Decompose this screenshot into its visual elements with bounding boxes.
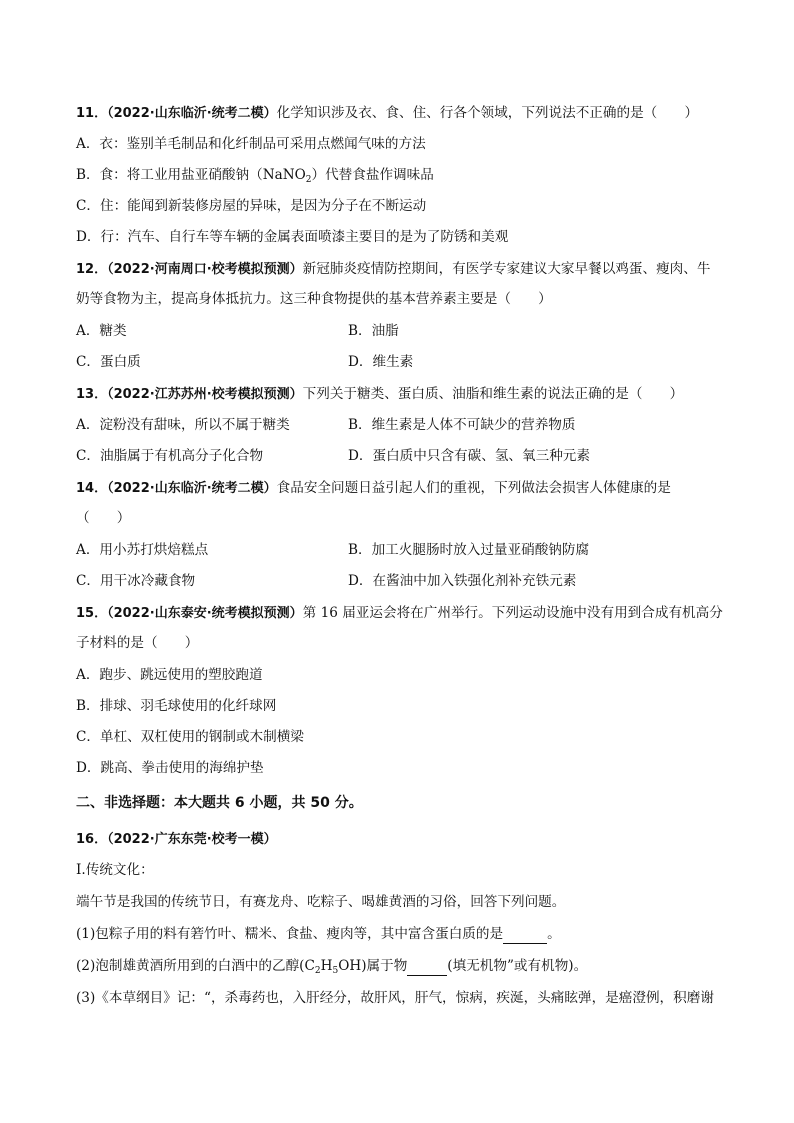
sub-question-text: (2)泡制雄黄酒所用到的白酒中的乙醇(C <box>76 958 315 974</box>
answer-blank[interactable] <box>407 957 447 976</box>
option-c: C．油脂属于有机高分子化合物 <box>76 448 264 464</box>
part-label: I.传统文化： <box>76 862 154 878</box>
option-b: B．排球、羽毛球使用的化纤球网 <box>76 698 277 714</box>
question-number: 12． <box>76 262 108 277</box>
option-a: A．淀粉没有甜味，所以不属于糖类 <box>76 417 290 433</box>
question-source: （2022·广东东莞·校考一模） <box>107 832 277 847</box>
option-row <box>76 541 726 559</box>
option-d: D．跳高、拳击使用的海绵护垫 <box>76 760 264 776</box>
question-16-intro: 端午节是我国的传统节日，有赛龙舟、吃粽子、喝雄黄酒的习俗，回答下列问题。 <box>76 894 566 910</box>
sub-question-1 <box>76 925 726 944</box>
question-source: （2022·江苏苏州·校考模拟预测） <box>107 387 303 402</box>
option-a: A．用小苏打烘焙糕点 <box>76 542 209 558</box>
option-b: B．维生素是人体不可缺少的营养物质 <box>348 417 576 433</box>
question-number: 14． <box>76 481 108 496</box>
option-b: B．加工火腿肠时放入过量亚硝酸钠防腐 <box>348 542 590 558</box>
option-c: C．单杠、双杠使用的钢制或木制横梁 <box>76 729 304 745</box>
question-15-stem <box>76 604 726 623</box>
question-text: 下列关于糖类、蛋白质、油脂和维生素的说法正确的是（ ） <box>302 386 684 402</box>
question-12-stem-cont: 奶等食物为主，提高身体抵抗力。这三种食物提供的基本营养素主要是（ ） <box>76 291 552 307</box>
option-a: A．跑步、跳远使用的塑胶跑道 <box>76 667 263 683</box>
question-13-stem <box>76 385 726 404</box>
question-source: （2022·山东临沂·统考二模） <box>107 481 277 496</box>
option-c: C．蛋白质 <box>76 354 141 370</box>
option-b-text-end: ）代替食盐作调味品 <box>311 167 434 183</box>
sub-question-text: (1)包粽子用的料有箬竹叶、糯米、食盐、瘦肉等，其中富含蛋白质的是 <box>76 926 504 942</box>
option-a: A．糖类 <box>76 323 127 339</box>
question-number: 13． <box>76 387 108 402</box>
sub-question-text-end: 。 <box>547 926 561 942</box>
option-b: B．油脂 <box>348 323 399 339</box>
question-number: 15． <box>76 606 108 621</box>
option-b <box>76 166 726 184</box>
option-d: D．在酱油中加入铁强化剂补充铁元素 <box>348 573 577 589</box>
question-14-stem <box>76 479 726 498</box>
option-c: C．住：能闻到新装修房屋的异味，是因为分子在不断运动 <box>76 198 427 214</box>
sub-question-2 <box>76 957 726 976</box>
option-b-text: B．食：将工业用盐亚硝酸钠（NaNO <box>76 167 306 183</box>
option-d: D．蛋白质中只含有碳、氢、氧三种元素 <box>348 448 590 464</box>
option-row <box>76 572 726 590</box>
section-heading: 二、非选择题：本大题共 6 小题，共 50 分。 <box>76 795 363 811</box>
question-number: 11． <box>76 106 108 121</box>
question-source: （2022·山东临沂·统考二模） <box>107 106 277 121</box>
subscript: 2 <box>305 175 312 185</box>
question-12-stem <box>76 260 726 279</box>
question-text: 食品安全问题日益引起人们的重视，下列做法会损害人体健康的是 <box>276 480 671 496</box>
sub-question-text-end: (填无机物”或有机物)。 <box>447 958 588 974</box>
question-text: 第 16 届亚运会将在广州举行。下列运动设施中没有用到合成有机高分 <box>302 605 723 621</box>
question-source: （2022·河南周口·校考模拟预测） <box>107 262 303 277</box>
question-number: 16． <box>76 832 108 847</box>
option-d: D．行：汽车、自行车等车辆的金属表面喷漆主要目的是为了防锈和美观 <box>76 229 509 245</box>
option-row <box>76 353 726 371</box>
question-text: 新冠肺炎疫情防控期间，有医学专家建议大家早餐以鸡蛋、瘦肉、牛 <box>302 261 711 277</box>
option-row <box>76 447 726 465</box>
question-16-stem <box>76 830 726 849</box>
option-row <box>76 416 726 434</box>
option-row <box>76 322 726 340</box>
sub-question-text-mid: OH)属于物 <box>338 958 408 974</box>
option-c: C．用干冰冷藏食物 <box>76 573 196 589</box>
option-a: A．衣：鉴别羊毛制品和化纤制品可采用点燃闻气味的方法 <box>76 136 426 152</box>
subscript: 5 <box>332 966 339 976</box>
question-11-stem <box>76 104 726 123</box>
option-d: D．维生素 <box>348 354 414 370</box>
answer-blank[interactable] <box>503 925 547 944</box>
question-text: 化学知识涉及衣、食、住、行各个领域，下列说法不正确的是（ ） <box>276 105 699 121</box>
question-source: （2022·山东泰安·统考模拟预测） <box>107 606 303 621</box>
formula-part: H <box>320 958 333 974</box>
question-15-stem-cont: 子材料的是（ ） <box>76 635 199 651</box>
sub-question-3: (3)《本草纲目》记：“，杀毒药也，入肝经分，故肝风，肝气，惊病，疾涎，头痛眩弹，是癌澄例，积磨谢 <box>76 990 714 1006</box>
question-14-stem-cont: （ ） <box>76 510 131 526</box>
subscript: 2 <box>314 966 321 976</box>
